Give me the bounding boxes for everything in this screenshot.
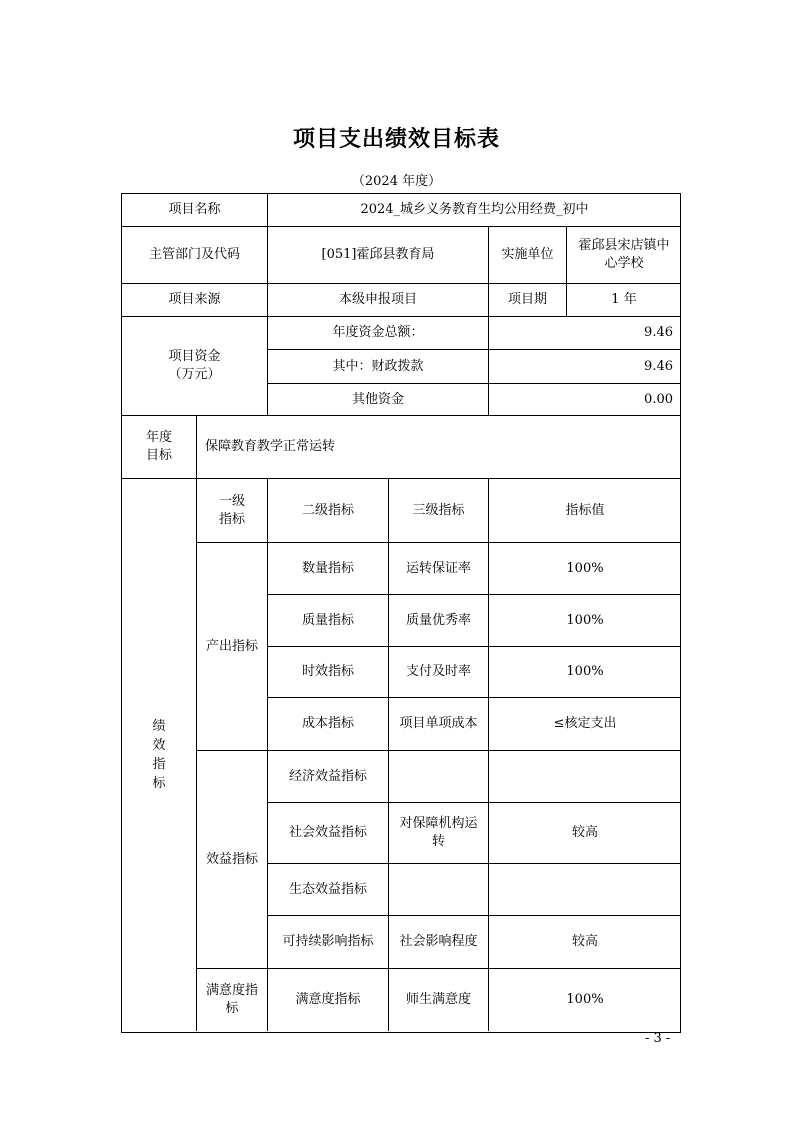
satisfaction-level2: 满意度指标 [268,969,389,1031]
benefit-level2: 社会效益指标 [268,803,389,864]
satisfaction-indicators-label: 满意度指 标 [197,969,268,1031]
benefit-indicators-label: 效益指标 [197,751,268,969]
output-level3: 支付及时率 [389,647,489,698]
benefit-value [489,751,681,803]
output-level2: 时效指标 [268,647,389,698]
funds-label: 项目资金 （万元） [122,317,268,416]
page-number: - 3 - [645,1031,671,1046]
benefit-level3 [389,864,489,916]
header-level2: 二级指标 [268,479,389,543]
header-value: 指标值 [489,479,681,543]
funds-fiscal-value: 9.46 [489,350,681,384]
source-value: 本级申报项目 [268,284,489,317]
benefit-level3 [389,751,489,803]
output-level2: 成本指标 [268,698,389,751]
output-level2: 数量指标 [268,543,389,595]
satisfaction-level3: 师生满意度 [389,969,489,1031]
performance-table [121,193,681,1033]
impl-value: 霍邱县宋店镇中 心学校 [567,227,681,284]
impl-label: 实施单位 [489,227,567,284]
output-level3: 项目单项成本 [389,698,489,751]
output-value: ≤核定支出 [489,698,681,751]
funds-total-value: 9.46 [489,317,681,350]
output-indicators-label: 产出指标 [197,543,268,751]
benefit-level3: 社会影响程度 [389,916,489,969]
funds-total-label: 年度资金总额： [268,317,489,350]
benefit-value: 较高 [489,803,681,864]
benefit-level2: 经济效益指标 [268,751,389,803]
funds-fiscal-label: 其中：财政拨款 [268,350,489,384]
project-name-value: 2024_城乡义务教育生均公用经费_初中 [268,194,681,227]
output-level3: 运转保证率 [389,543,489,595]
funds-other-label: 其他资金 [268,384,489,416]
dept-label: 主管部门及代码 [122,227,268,284]
header-level3: 三级指标 [389,479,489,543]
output-level3: 质量优秀率 [389,595,489,647]
benefit-level2: 可持续影响指标 [268,916,389,969]
benefit-level3: 对保障机构运 转 [389,803,489,864]
funds-other-value: 0.00 [489,384,681,416]
benefit-level2: 生态效益指标 [268,864,389,916]
benefit-value: 较高 [489,916,681,969]
perf-indicators-label [122,479,197,1031]
period-value: 1 年 [567,284,681,317]
annual-goal-label: 年度 目标 [122,416,197,479]
output-value: 100% [489,543,681,595]
benefit-value [489,864,681,916]
page-subtitle: （2024 年度） [351,174,442,189]
output-value: 100% [489,595,681,647]
satisfaction-value: 100% [566,992,604,1007]
dept-value: [051]霍邱县教育局 [268,227,489,284]
output-value: 100% [489,647,681,698]
output-level2: 质量指标 [268,595,389,647]
annual-goal-value: 保障教育教学正常运转 [197,416,681,479]
header-level1: 一级 指标 [197,479,268,543]
perf-indicators-text: 绩效指标 [152,719,166,791]
period-label: 项目期 [489,284,567,317]
project-name-label: 项目名称 [122,194,268,227]
page-title: 项目支出绩效目标表 [292,127,500,152]
source-label: 项目来源 [122,284,268,317]
